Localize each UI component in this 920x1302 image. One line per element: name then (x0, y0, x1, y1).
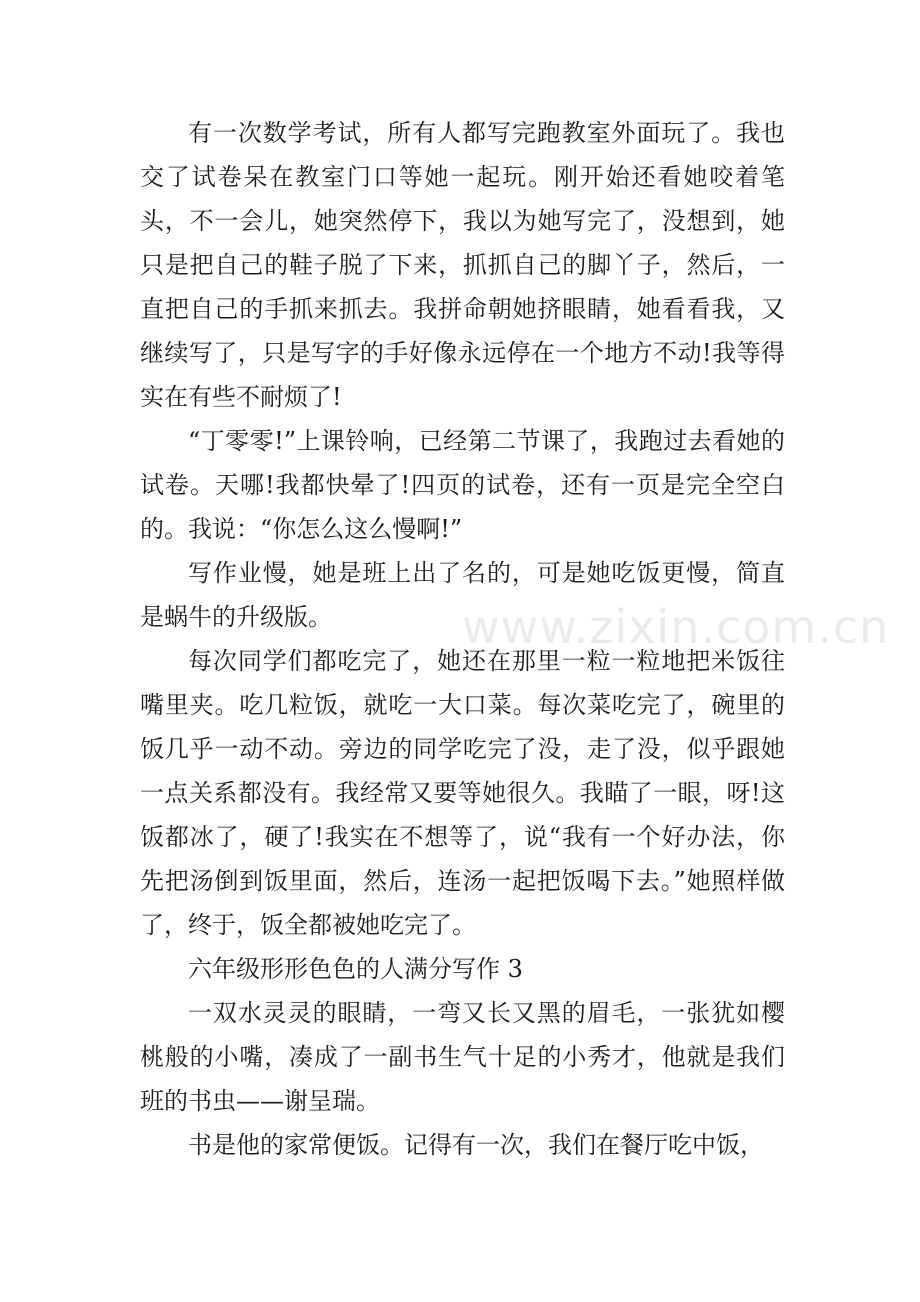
paragraph-lunch: 每次同学们都吃完了，她还在那里一粒一粒地把米饭往嘴里夹。吃几粒饭，就吃一大口菜。每次菜吃完了，碗里的饭几乎一动不动。旁边的同学吃完了没，走了没，似乎跟她一点关系都没有。我经常又要等她很久。我瞄了一眼，呀!这饭都冰了，硬了!我实在不想等了，说“我有一个好办法，你先把汤倒到饭里面，然后，连汤一起把饭喝下去。”她照样做了，终于，饭全都被她吃完了。 (140, 647, 785, 939)
paragraph-books: 书是他的家常便饭。记得有一次，我们在餐厅吃中饭， (188, 1131, 764, 1159)
document-body (140, 111, 785, 1167)
paragraph-bookworm: 一双水灵灵的眼睛，一弯又长又黑的眉毛，一张犹如樱桃般的小嘴，凑成了一副书生气十足的小秀才，他就是我们班的书虫——谢呈瑞。 (140, 999, 785, 1115)
paragraph-homework: 写作业慢，她是班上出了名的，可是她吃饭更慢，简直是蜗牛的升级版。 (140, 559, 785, 631)
watermark: www.zixin.com.cn (462, 600, 890, 654)
paragraph-bell: “丁零零!”上课铃响，已经第二节课了，我跑过去看她的试卷。天哪!我都快晕了!四页的试卷，还有一页是完全空白的。我说：“你怎么这么慢啊!” (140, 427, 785, 543)
section-heading: 六年级形形色色的人满分写作 3 (188, 955, 523, 983)
paragraph-exam: 有一次数学考试，所有人都写完跑教室外面玩了。我也交了试卷呆在教室门口等她一起玩。刚开始还看她咬着笔头，不一会儿，她突然停下，我以为她写完了，没想到，她只是把自己的鞋子脱了下来，抓抓自己的脚丫子，然后，一直把自己的手抓来抓去。我拼命朝她挤眼睛，她看看我，又继续写了，只是写字的手好像永远停在一个地方不动!我等得实在有些不耐烦了! (140, 119, 785, 411)
